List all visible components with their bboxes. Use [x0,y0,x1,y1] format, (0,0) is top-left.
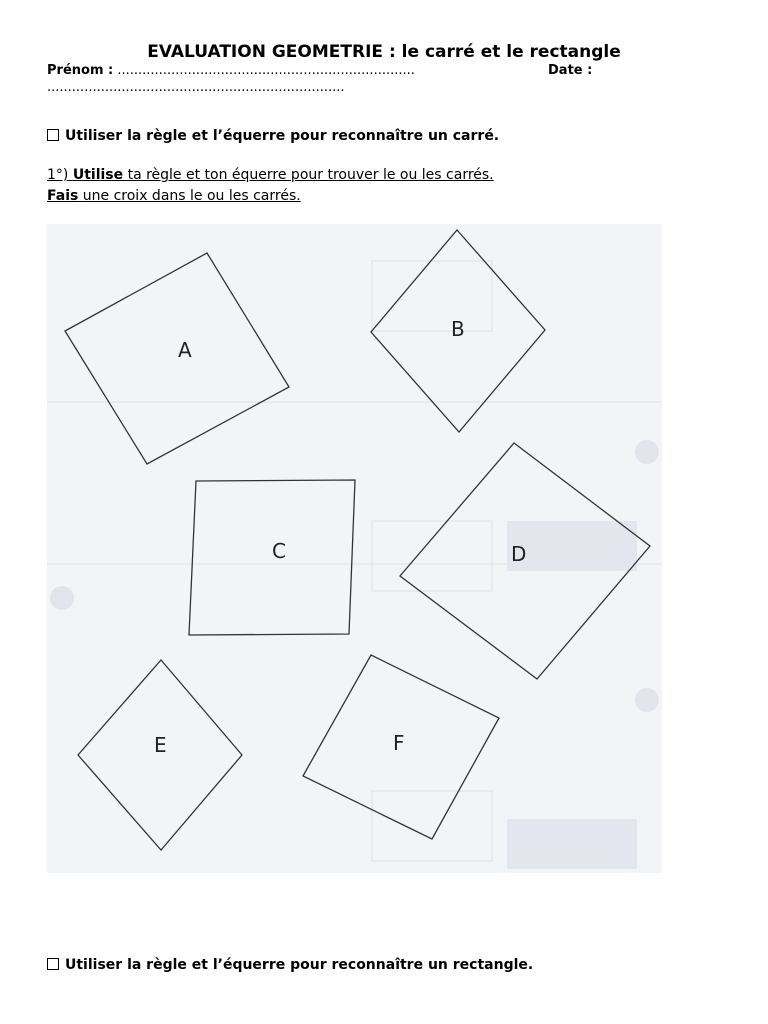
shape-b-label: B [451,317,465,341]
shape-d-label: D [511,542,527,566]
prenom-dots[interactable]: ........................................................................ [117,63,415,78]
checkbox-rectangle[interactable] [47,958,59,970]
name-field-line [47,63,727,79]
instruction-2-bold: Fais [47,188,79,204]
instruction-1-prefix: 1°) [47,167,69,183]
shapes-figure [47,224,662,873]
shape-f-label: F [393,731,405,755]
objective-rectangle-text: Utiliser la règle et l’équerre pour reconnaître un rectangle. [65,957,534,973]
instruction-1-rest: ta règle et ton équerre pour trouver le ou les carrés. [127,167,494,183]
background-scan [47,261,662,869]
instruction-1 [47,167,494,183]
prenom-label: Prénom : [47,63,114,78]
page-title: EVALUATION GEOMETRIE : le carré et le rectangle [147,42,621,62]
shapes-svg [47,224,662,873]
instruction-1-bold: Utilise [72,167,124,183]
objective-square [47,128,499,144]
checkbox-square[interactable] [47,129,59,141]
shape-a[interactable] [65,253,289,464]
objective-rectangle [47,957,533,973]
instruction-2-rest: une croix dans le ou les carrés. [82,188,301,204]
shape-e-label: E [154,733,167,757]
instruction-2 [47,188,301,204]
shape-a-label: A [178,338,192,362]
date-label: Date : [548,63,593,78]
objective-square-text: Utiliser la règle et l’équerre pour reconnaître un carré. [65,128,500,144]
shape-c-label: C [272,539,286,563]
date-dots[interactable]: ........................................................................ [47,80,345,95]
